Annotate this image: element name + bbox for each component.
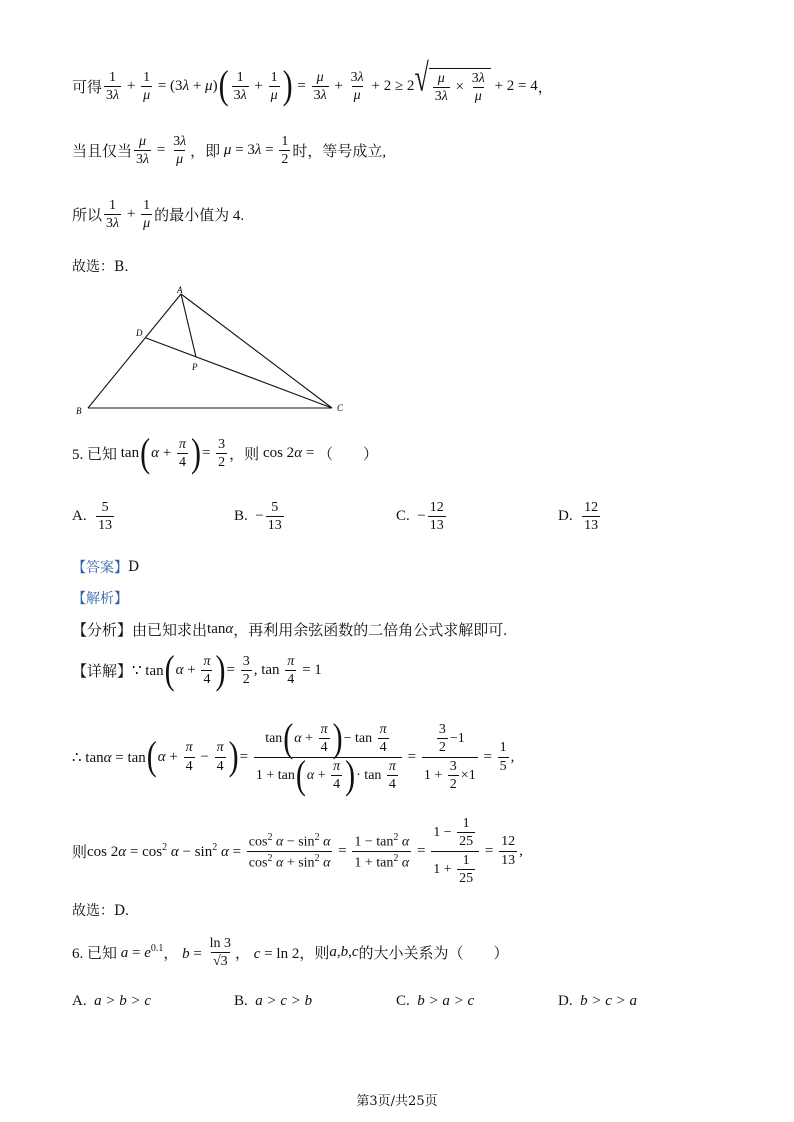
line1-prefix: 可得 — [72, 79, 103, 96]
line1-suffix: ， — [537, 79, 553, 96]
q5-option-a[interactable]: A. $\frac{5}{13}$ — [72, 500, 113, 534]
q6-option-c[interactable]: C. b > a > c — [396, 993, 475, 1009]
q6-option-b[interactable]: B. a > c > b — [234, 993, 313, 1009]
line-equality-condition: 当且仅当 $\frac{\mu}{3\lambda}$ = $\frac{3\lambda}{\mu}$ ，即 μ = 3λ = $\frac{1}{2}$ 时，等号成立, — [72, 134, 387, 168]
frac: $\frac{1}{3\lambda}$ — [106, 69, 120, 103]
conclusion-d: 故选：D. — [72, 903, 130, 919]
label-c: C — [337, 403, 344, 413]
q5-option-b[interactable]: B. − $\frac{5}{13}$ — [234, 500, 282, 534]
detail-line: 【详解】 ∵ tan ( α + $\frac{\pi}{4}$ ) = $\frac{3}{2}$ , tan $\frac{\pi}{4}$ = 1 — [72, 647, 322, 693]
edge-ab — [88, 294, 181, 408]
triangle-figure — [70, 284, 360, 420]
fenxi-line: 【分析】 由已知求出 tanα ，再利用余弦函数的二倍角公式求解即可. — [72, 621, 507, 639]
line-inequality: 可得 $\frac{1}{3\lambda}$ + $\frac{1}{\mu}$ = (3λ + μ) ( $\frac{1}{3\lambda}$ + $\frac{1}{\mu}$ ) = $\frac{\mu}{3\lambda}$ + $\frac{3\lambda}{\mu}$ + 2 ≥ 2 √ $\frac{\mu}{3\lambda}$ × $\frac{3\lambda}{\mu}$ + 2 = 4 ， — [72, 55, 553, 108]
line3-prefix: 所以 — [72, 208, 103, 225]
answer-value: D — [128, 559, 140, 575]
label-a: A — [177, 285, 183, 295]
label-b: B — [76, 406, 82, 416]
line2-mid: ，即 — [190, 144, 221, 161]
label-p: P — [192, 362, 198, 372]
tan-derivation: ∴ tanα = tan ( α + $\frac{\pi}{4}$ − $\frac{\pi}{4}$ ) = tan ( α + $\frac{\pi}{4}$ ) − tan $\frac{\pi}{4}$ 1 + tan ( α + $\frac{\pi}{4}$ ) · tan $\frac{\pi}{4}$ = $\frac{3}{2}$ −1 1 + $\frac{3}{2}$ ×1 = $\frac{1}{5}$ , — [72, 715, 515, 798]
analysis-heading: 【解析】 — [72, 591, 128, 607]
answer-line — [72, 557, 139, 577]
line2-prefix: 当且仅当 — [72, 144, 133, 161]
question-6: 6. 已知 $a = e^{0.1}$ ， b = $\frac{\ln 3}{√3}$ ， c = ln 2 ，则 a , b , c 的大小关系为（ ） — [72, 936, 509, 970]
line-min-value: 所以 $\frac{1}{3\lambda}$ + $\frac{1}{\mu}$ 的最小值为 4. — [72, 198, 245, 232]
segment-dc — [146, 338, 332, 408]
q6-option-d[interactable]: D. b > c > a — [558, 993, 637, 1009]
edge-ac — [181, 294, 332, 408]
page-footer: 第3页/共25页 — [356, 1094, 438, 1109]
conclusion-b: 故选：B. — [72, 259, 129, 275]
cos-derivation: 则 $\cos 2\alpha = \cos^2 \alpha - \sin^2 \alpha$ = $\frac{\cos^2 \alpha - \sin^2 \alpha}{\cos^2 \alpha + \sin^2 \alpha}$ = $\frac{1 - \tan^2 \alpha}{1 + \tan^2 \alpha}$ = 1 − $\frac{1}{25}$ 1 + $\frac{1}{25}$ = $\frac{12}{13}$ , — [72, 816, 523, 887]
q6-option-a[interactable]: A. a > b > c — [72, 993, 151, 1009]
label-d: D — [136, 328, 143, 338]
line2-suffix: 时，等号成立, — [292, 144, 387, 161]
q5-option-c[interactable]: C. − $\frac{12}{13}$ — [396, 500, 444, 534]
answer-tag: 【答案】 — [72, 560, 128, 576]
line3-suffix: 的最小值为 4. — [154, 208, 245, 225]
q5-option-d[interactable]: D. $\frac{12}{13}$ — [558, 500, 599, 534]
question-5: 5. 已知 tan ( α + $\frac{\pi}{4}$ ) = $\frac{3}{2}$ ，则 cos 2α = （ ） — [72, 430, 379, 476]
